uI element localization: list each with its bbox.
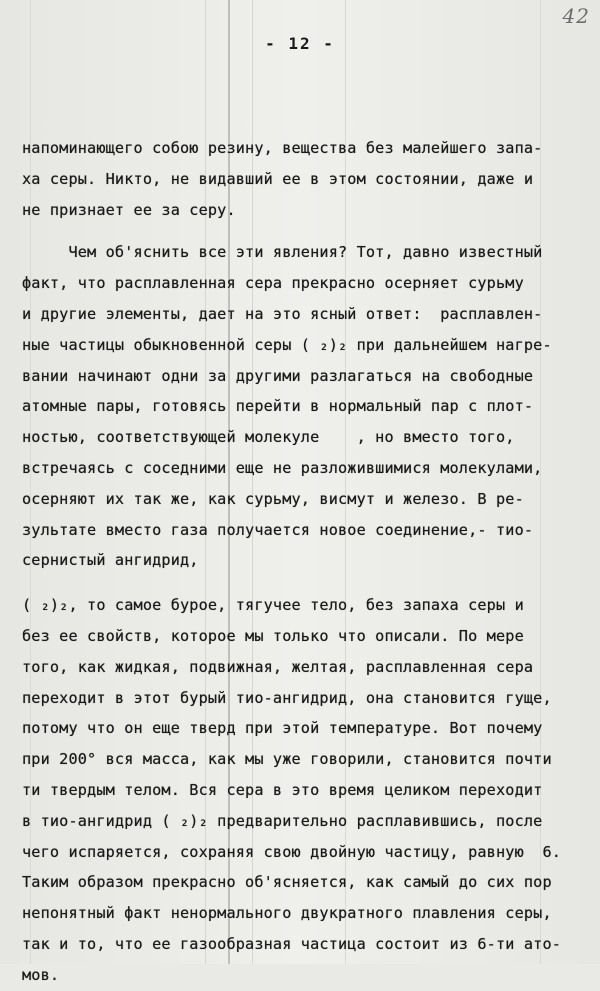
folio-mark: 42	[562, 4, 590, 28]
text-line: непонятный факт ненормального двукратного плавления серы,	[22, 904, 552, 923]
text-line: потому что он еще тверд при этой температуре. Вот почему	[22, 719, 543, 738]
text-line: при 200° вся масса, как мы уже говорили, становится почти	[22, 750, 552, 769]
text-line: в тио-ангидрид ( ₂)₂ предварительно расплавившись, после	[22, 811, 543, 830]
text-line: ( ₂)₂, то самое бурое, тягучее тело, без запаха серы и	[22, 596, 524, 615]
text-line: напоминающего собою резину, вещества без малейшего запа-	[22, 139, 543, 157]
paragraph-1	[22, 133, 587, 225]
text-line: Чем об'яснить все эти явления? Тот, давно известный	[22, 243, 543, 262]
text-line: факт, что расплавленная сера прекрасно осерняет сурьму	[22, 274, 524, 293]
text-line: ти твердым телом. Вся сера в это время целиком переходит	[22, 780, 543, 799]
text-line: так и то, что ее газообразная частица состоит из 6-ти ато-	[22, 934, 562, 953]
paragraph-2	[22, 237, 587, 576]
paragraph-3	[22, 590, 587, 990]
text-line: встречаясь с соседними еще не разложившимися молекулами,	[22, 458, 543, 477]
text-line: чего испаряется, сохраняя свою двойную частицу, равную 6.	[22, 842, 562, 861]
page-number: - 12 -	[265, 34, 335, 53]
text-line: не признает ее за серу.	[22, 200, 236, 219]
text-line: без ее свойств, которое мы только что описали. По мере	[22, 626, 524, 645]
text-line: ные частицы обыкновенной серы ( ₂)₂ при дальнейшем нагре-	[22, 335, 552, 354]
text-line: ха серы. Никто, не видавший ее в этом состоянии, даже и	[22, 169, 534, 188]
text-line: мов.	[22, 965, 60, 984]
body-text	[22, 133, 587, 991]
text-line: и другие элементы, дает на это ясный ответ: расплавлен-	[22, 304, 543, 323]
text-line: Таким образом прекрасно об'ясняется, как самый до сих пор	[22, 873, 552, 892]
text-line: осерняют их так же, как сурьму, висмут и железо. В ре-	[22, 489, 524, 508]
text-line: переходит в этот бурый тио-ангидрид, она становится гуще,	[22, 688, 552, 707]
text-line: сернистый ангидрид,	[22, 551, 199, 570]
text-line: ностью, соответствующей молекуле , но вместо того,	[22, 428, 515, 447]
text-line: того, как жидкая, подвижная, желтая, расплавленная сера	[22, 657, 534, 676]
text-line: атомные пары, готовясь перейти в нормальный пар с плот-	[22, 397, 534, 416]
text-line: зультате вместо газа получается новое соединение,- тио-	[22, 520, 534, 539]
text-line: вании начинают одни за другими разлагаться на свободные	[22, 366, 534, 385]
